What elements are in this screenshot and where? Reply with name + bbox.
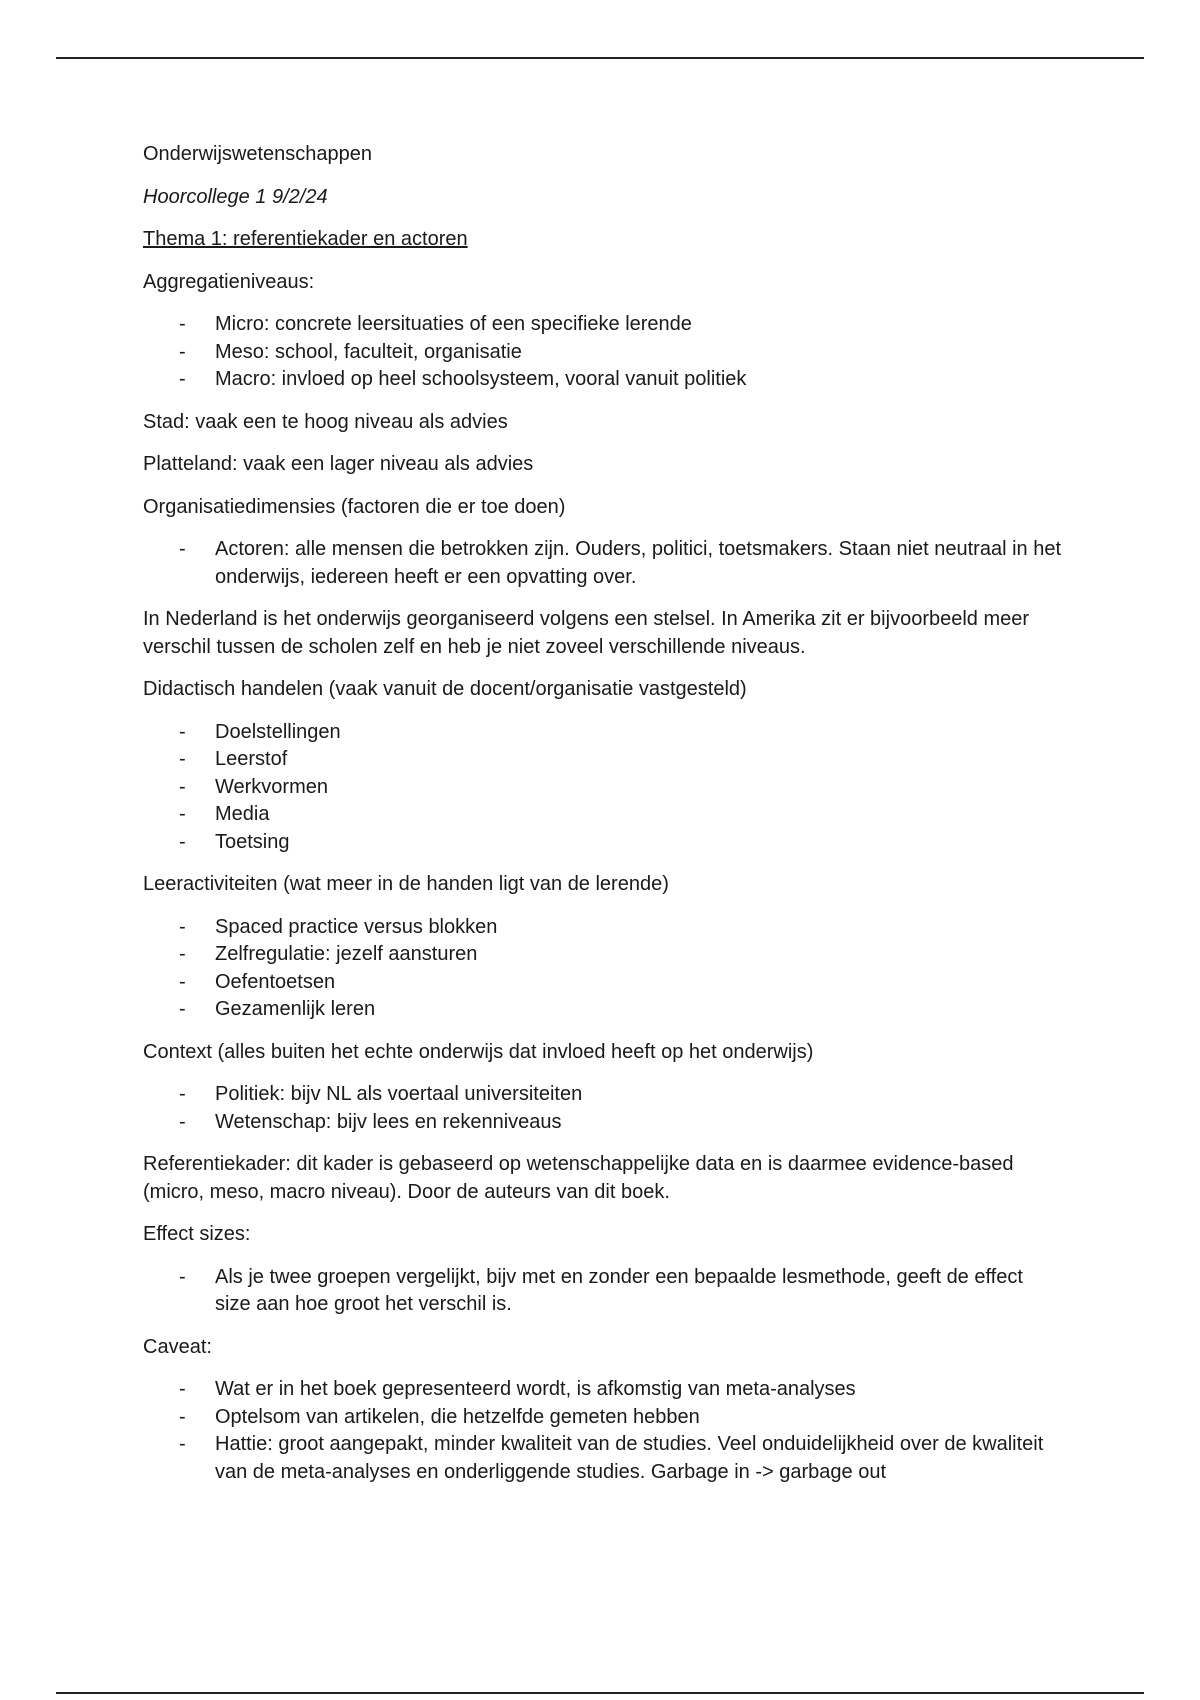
dash-bullet: - (179, 970, 186, 993)
dash-bullet: - (179, 340, 186, 363)
dash-bullet: - (179, 1433, 186, 1455)
list-item (179, 801, 1063, 829)
leer-list (143, 914, 1063, 1024)
list-item-text: Optelsom van artikelen, die hetzelfde gemeten hebben (215, 1405, 700, 1428)
lecture-title: Hoorcollege 1 9/2/24 (143, 185, 328, 208)
list-item-text: Toetsing (215, 830, 290, 853)
context-list (143, 1081, 1063, 1136)
stad-line: Stad: vaak een te hoog niveau als advies (143, 410, 508, 433)
list-item (179, 774, 1063, 802)
list-item-text: Spaced practice versus blokken (215, 915, 498, 938)
list-item (179, 366, 1063, 394)
list-item-text: Hattie: groot aangepakt, minder kwaliteit van de studies. Veel onduidelijkheid over de kwaliteit van de meta-analyses en onderliggende studies. Garbage in -> garbage out (215, 1433, 1044, 1483)
dash-bullet: - (179, 803, 186, 825)
effect-heading: Effect sizes: (143, 1223, 251, 1245)
list-item (179, 1404, 1063, 1432)
dash-bullet: - (179, 1265, 186, 1288)
list-item-text: Doelstellingen (215, 720, 341, 743)
context-heading: Context (alles buiten het echte onderwijs dat invloed heeft op het onderwijs) (143, 1040, 814, 1063)
list-item-text: Wetenschap: bijv lees en rekenniveaus (215, 1110, 562, 1133)
dash-bullet: - (179, 538, 186, 560)
dash-bullet: - (179, 720, 186, 743)
theme-heading: Thema 1: referentiekader en actoren (143, 228, 468, 250)
caveat-heading: Caveat: (143, 1335, 212, 1358)
dash-bullet: - (179, 775, 186, 798)
list-item-text: Gezamenlijk leren (215, 998, 376, 1020)
list-item-text: Wat er in het boek gepresenteerd wordt, is afkomstig van meta-analyses (215, 1378, 856, 1400)
list-item (179, 969, 1063, 997)
list-item-text: Micro: concrete leersituaties of een specifieke lerende (215, 313, 692, 335)
course-title: Onderwijswetenschappen (143, 143, 373, 165)
dash-bullet: - (179, 998, 186, 1020)
aggregation-list (143, 311, 1063, 394)
dash-bullet: - (179, 1110, 186, 1133)
list-item (179, 996, 1063, 1024)
org-list (143, 536, 1063, 591)
list-item (179, 941, 1063, 969)
list-item (179, 339, 1063, 367)
list-item (179, 1264, 1063, 1319)
leer-heading: Leeractiviteiten (wat meer in de handen ligt van de lerende) (143, 873, 669, 895)
list-item-text: Macro: invloed op heel schoolsysteem, vooral vanuit politiek (215, 368, 747, 390)
list-item (179, 719, 1063, 747)
list-item (179, 1109, 1063, 1137)
dash-bullet: - (179, 830, 186, 853)
list-item-text: Leerstof (215, 748, 288, 770)
aggregation-heading: Aggregatieniveaus: (143, 270, 315, 293)
list-item (179, 746, 1063, 774)
referentie-paragraph: Referentiekader: dit kader is gebaseerd op wetenschappelijke data en is daarmee evidence-based (micro, meso, macro niveau). Door de auteurs van dit boek. (143, 1153, 1014, 1203)
header-rule (56, 57, 1144, 59)
document-body (143, 141, 1063, 1501)
list-item-text: Oefentoetsen (215, 970, 336, 993)
dash-bullet: - (179, 368, 186, 390)
dash-bullet: - (179, 1083, 186, 1105)
caveat-list (143, 1376, 1063, 1486)
didactisch-heading: Didactisch handelen (vaak vanuit de docent/organisatie vastgesteld) (143, 678, 747, 700)
dash-bullet: - (179, 1405, 186, 1428)
list-item-text: Politiek: bijv NL als voertaal universiteiten (215, 1083, 583, 1105)
dash-bullet: - (179, 748, 186, 770)
list-item-text: Media (215, 803, 270, 825)
list-item-text: Werkvormen (215, 775, 328, 798)
platteland-line: Platteland: vaak een lager niveau als advies (143, 453, 534, 475)
dash-bullet: - (179, 313, 186, 335)
footer-rule (56, 1692, 1144, 1694)
list-item-text: Meso: school, faculteit, organisatie (215, 340, 522, 363)
list-item (179, 536, 1063, 591)
effect-list (143, 1264, 1063, 1319)
dash-bullet: - (179, 915, 186, 938)
dash-bullet: - (179, 943, 186, 965)
dash-bullet: - (179, 1378, 186, 1400)
list-item (179, 1431, 1063, 1486)
org-heading: Organisatiedimensies (factoren die er toe doen) (143, 495, 566, 518)
list-item (179, 311, 1063, 339)
list-item (179, 829, 1063, 857)
list-item-text: Zelfregulatie: jezelf aansturen (215, 943, 478, 965)
nederland-paragraph: In Nederland is het onderwijs georganiseerd volgens een stelsel. In Amerika zit er bijvoorbeeld meer verschil tussen de scholen zelf en heb je niet zoveel verschillende niveaus. (143, 608, 1030, 658)
list-item-text: Actoren: alle mensen die betrokken zijn. Ouders, politici, toetsmakers. Staan niet neutraal in het onderwijs, iedereen heeft er een opvatting over. (215, 538, 1062, 588)
list-item (179, 914, 1063, 942)
didactisch-list (143, 719, 1063, 857)
list-item-text: Als je twee groepen vergelijkt, bijv met en zonder een bepaalde lesmethode, geeft de effect size aan hoe groot het verschil is. (215, 1265, 1023, 1315)
list-item (179, 1376, 1063, 1404)
list-item (179, 1081, 1063, 1109)
